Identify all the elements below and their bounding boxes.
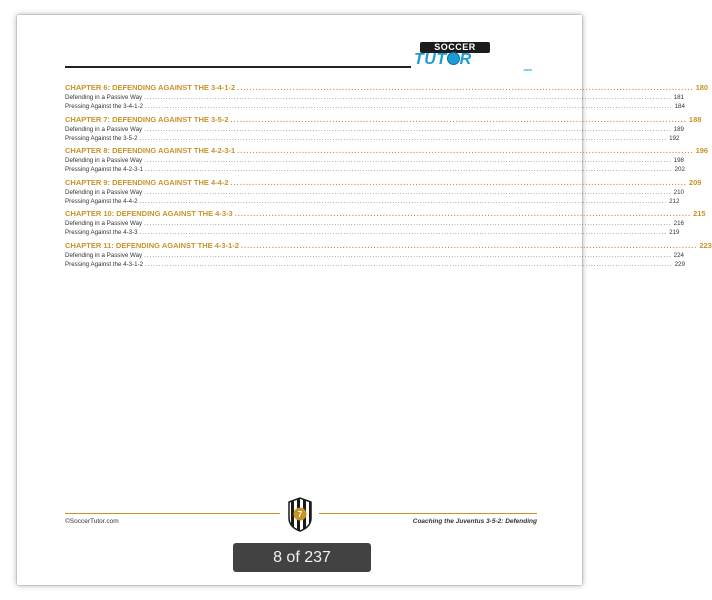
chapter-page: 188 — [688, 114, 702, 124]
leader-dots: .................................................................................................................................................... — [234, 209, 692, 218]
toc-entry[interactable] — [65, 165, 685, 174]
entry-label: Defending in a Passive Way — [65, 94, 143, 101]
toc-entry[interactable] — [65, 219, 684, 228]
chapter-heading[interactable] — [65, 240, 712, 251]
entry-label: Defending in a Passive Way — [65, 188, 143, 196]
entry-page: 224 — [673, 251, 684, 259]
chapter-page: 215 — [693, 209, 706, 218]
header-rule — [65, 66, 411, 68]
footer-copyright: ©SoccerTutor.com — [65, 518, 119, 525]
toc-entry[interactable] — [65, 260, 685, 269]
leader-dots: .................................................................................................................................................................................................. — [144, 188, 672, 196]
leader-dots: .................................................................................................................................................................................................. — [139, 197, 668, 205]
logo-main-a: TUT — [414, 51, 447, 68]
chapter-page: 180 — [695, 83, 709, 92]
page-number-badge — [286, 496, 314, 532]
footer-rule-left — [65, 513, 280, 514]
chapter-title: CHAPTER 7: DEFENDING AGAINST THE 3-5-2 — [65, 114, 229, 124]
logo-sub-text: .com — [522, 67, 532, 72]
page-number: 7 — [297, 510, 303, 519]
chapter-title: CHAPTER 9: DEFENDING AGAINST THE 4-4-2 — [65, 177, 229, 187]
entry-page: 229 — [674, 260, 685, 268]
chapter-heading[interactable] — [65, 209, 706, 219]
toc-chapter — [65, 177, 702, 206]
toc-chapter — [65, 209, 706, 237]
entry-label: Pressing Against the 4-3-3 — [65, 229, 138, 236]
chapter-heading[interactable] — [65, 114, 702, 125]
toc-chapter — [65, 240, 712, 269]
chapter-heading[interactable] — [65, 146, 709, 156]
leader-dots: .................................................................................................................................................................................................. — [144, 94, 672, 101]
toc-entry[interactable] — [65, 134, 680, 143]
entry-label: Pressing Against the 4-2-3-1 — [65, 166, 144, 173]
leader-dots: .................................................................................................................................................................................................. — [139, 229, 668, 236]
chapter-page: 223 — [699, 240, 712, 250]
table-of-contents — [65, 83, 712, 272]
chapter-title: CHAPTER 8: DEFENDING AGAINST THE 4-2-3-1 — [65, 146, 236, 155]
logo-top-text: SOCCER — [420, 42, 490, 53]
logo-main-b: R — [459, 51, 472, 68]
entry-page: 216 — [673, 220, 684, 227]
chapter-heading[interactable] — [65, 177, 702, 188]
leader-dots: .................................................................................................................................................... — [237, 146, 694, 155]
entry-page: 210 — [673, 188, 684, 196]
entry-label: Pressing Against the 3-4-1-2 — [65, 103, 144, 110]
soccer-ball-icon — [447, 52, 460, 65]
page-indicator: 8 of 237 — [233, 543, 371, 572]
leader-dots: .................................................................................................................................................................................................. — [145, 166, 673, 173]
footer-book-title: Coaching the Juventus 3-5-2: Defending — [412, 518, 537, 525]
chapter-title: CHAPTER 6: DEFENDING AGAINST THE 3-4-1-2 — [65, 83, 236, 92]
entry-label: Pressing Against the 4-4-2 — [65, 197, 138, 205]
entry-label: Defending in a Passive Way — [65, 125, 143, 133]
entry-page: 181 — [673, 94, 684, 101]
toc-chapter — [65, 146, 709, 174]
entry-label: Pressing Against the 4-3-1-2 — [65, 260, 144, 268]
leader-dots: .................................................................................................................................................... — [230, 177, 687, 187]
toc-entry[interactable] — [65, 251, 684, 260]
leader-dots: .................................................................................................................................................................................................. — [144, 157, 672, 164]
toc-entry[interactable] — [65, 93, 684, 102]
leader-dots: .................................................................................................................................................................................................. — [144, 251, 672, 259]
chapter-heading[interactable] — [65, 83, 709, 93]
leader-dots: .................................................................................................................................................... — [237, 83, 694, 92]
entry-page: 198 — [673, 157, 684, 164]
entry-page: 192 — [669, 134, 680, 142]
leader-dots: .................................................................................................................................................................................................. — [145, 260, 673, 268]
leader-dots: .................................................................................................................................................... — [240, 240, 698, 250]
leader-dots: .................................................................................................................................................... — [230, 114, 687, 124]
toc-chapter — [65, 83, 709, 111]
entry-page: 212 — [669, 197, 680, 205]
entry-label: Defending in a Passive Way — [65, 157, 143, 164]
toc-entry[interactable] — [65, 156, 684, 165]
entry-page: 189 — [673, 125, 684, 133]
chapter-title: CHAPTER 10: DEFENDING AGAINST THE 4-3-3 — [65, 209, 233, 218]
entry-label: Defending in a Passive Way — [65, 220, 143, 227]
toc-entry[interactable] — [65, 197, 680, 206]
logo-main-text — [414, 52, 536, 68]
toc-entry[interactable] — [65, 125, 684, 134]
chapter-page: 196 — [695, 146, 709, 155]
leader-dots: .................................................................................................................................................................................................. — [139, 134, 668, 142]
soccer-tutor-logo — [414, 42, 536, 74]
leader-dots: .................................................................................................................................................................................................. — [144, 220, 672, 227]
toc-entry[interactable] — [65, 188, 684, 197]
footer-rule-right — [319, 513, 537, 514]
leader-dots: .................................................................................................................................................................................................. — [145, 103, 673, 110]
toc-chapter — [65, 114, 702, 143]
entry-label: Pressing Against the 3-5-2 — [65, 134, 138, 142]
entry-page: 219 — [669, 229, 680, 236]
chapter-title: CHAPTER 11: DEFENDING AGAINST THE 4-3-1-2 — [65, 240, 239, 250]
toc-entry[interactable] — [65, 102, 685, 111]
chapter-page: 209 — [688, 177, 702, 187]
entry-page: 184 — [674, 103, 685, 110]
entry-page: 202 — [674, 166, 685, 173]
leader-dots: .................................................................................................................................................................................................. — [144, 125, 672, 133]
toc-entry[interactable] — [65, 228, 680, 237]
entry-label: Defending in a Passive Way — [65, 251, 143, 259]
